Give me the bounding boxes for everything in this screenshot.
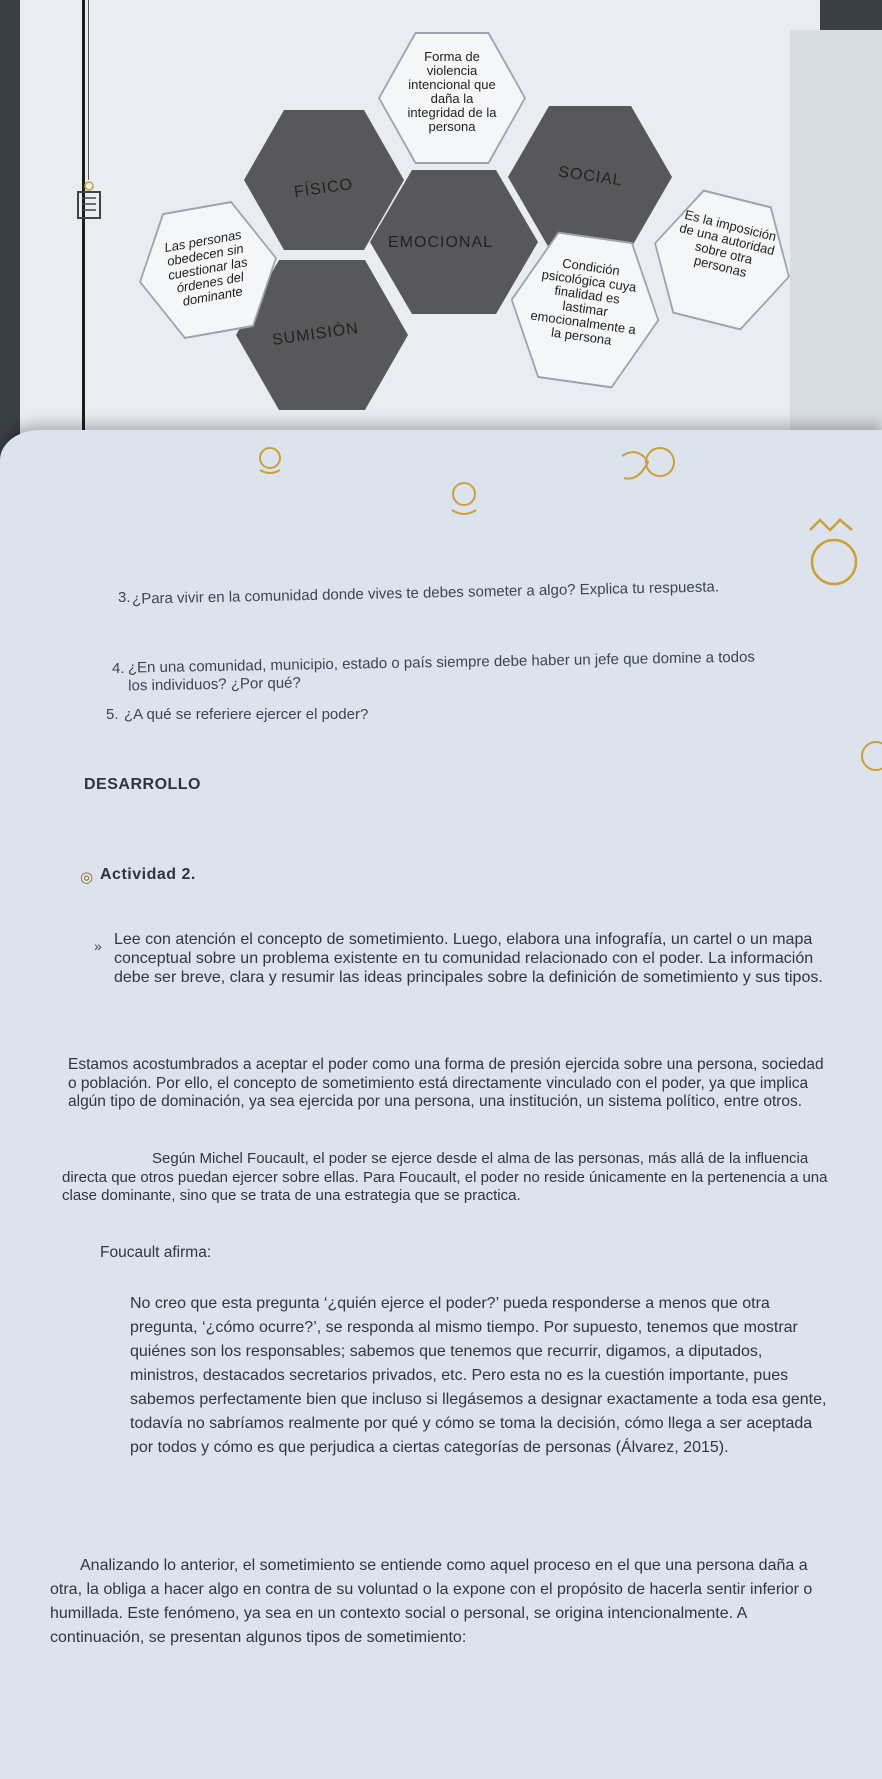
social-def-text: Es la imposición de una autoridad sobre otra personas [678, 206, 778, 281]
bullet-icon: » [94, 938, 102, 954]
question-4-number: 4. [112, 660, 125, 677]
question-3-text: ¿Para vivir en la comunidad donde vives te debes someter a algo? Explica tu respuesta. [131, 578, 720, 608]
question-5-text: ¿A qué se referiere ejercer el poder? [124, 706, 369, 723]
globe-doodle-icon-3 [618, 442, 680, 492]
globe-doodle-icon-4 [800, 516, 866, 596]
paragraph-3: Foucault afirma: [100, 1244, 212, 1261]
hex-emocional-def [500, 226, 669, 393]
globe-doodle-icon [252, 444, 288, 476]
quote: No creo que esta pregunta ‘¿quién ejerce el poder?’ pueda responderse a menos que otra pregunta, ‘¿cómo ocurre?’, se responda al mismo tiempo. Por supuesto, tenemos que mostrar quiénes son los responsables; sabemos que tenemos que recurrir, digamos, a diputados, ministros, destacados secretarios privados, etc. Pero esta no es la cuestión importante, pues sabemos perfectamente bien que incluso si llegásemos a designar exactamente a toda esa gente, todavía no sabríamos realmente por qué y cómo se toma la decisión, cómo llega a ser aceptada por todos y cómo es que perjudica a ciertas categorías de personas (Álvarez, 2015). [130, 1295, 827, 1456]
globe-doodle-icon-5 [856, 724, 882, 780]
social-label: SOCIAL [557, 163, 624, 190]
question-4-text: ¿En una comunidad, municipio, estado o país siempre debe haber un jefe que domine a todos los individuos? ¿Por qué? [127, 648, 756, 695]
section-title: DESARROLLO [84, 776, 201, 793]
notebook-icon [74, 178, 104, 234]
page-edge [790, 30, 882, 470]
activity-icon: ◎ [80, 869, 94, 886]
globe-doodle-icon-2 [444, 478, 484, 518]
emocional-label: EMOCIONAL [388, 234, 494, 251]
closing-paragraph: Analizando lo anterior, el sometimiento se entiende como aquel proceso en el que una persona daña a otra, la obliga a hacer algo en contra de su voluntad o la expone con el propósito de hacerla sentir inferior o humillada. Este fenómeno, ya sea en un contexto social o personal, se origina intencionalmente. A continuación, se presentan algunos tipos de sometimiento: [50, 1557, 813, 1646]
activity-title: Actividad 2. [100, 866, 196, 883]
emocional-def-text: Condición psicológica cuya finalidad es lastimar emocionalmente a la persona [529, 255, 638, 348]
question-3-number: 3. [118, 589, 131, 606]
question-5-number: 5. [106, 706, 119, 723]
margin-line-thin [88, 0, 89, 180]
hex-center-text: Forma de violencia intencional que daña la integridad de la persona [407, 49, 497, 134]
paragraph-2: Según Michel Foucault, el poder se ejerce desde el alma de las personas, más allá de la influencia directa que otros puedan ejercer sobre ellas. Para Foucault, el poder no reside únicamente en la pertenencia a una clase dominante, sino que se trata de una estrategia que se practica. [62, 1150, 828, 1204]
sumision-label: SUMISIÓN [271, 320, 360, 349]
instruction-text: Lee con atención el concepto de sometimiento. Luego, elabora una infografía, un cartel o un mapa conceptual sobre un problema existente en tu comunidad relacionado con el poder. La información debe ser breve, clara y resumir las ideas principales sobre la definición de sometimiento y sus tipos. [114, 931, 823, 986]
fisico-label: FÍSICO [293, 175, 355, 202]
hex-sumision-def [128, 195, 288, 345]
paragraph-1: Estamos acostumbrados a aceptar el poder como una forma de presión ejercida sobre una persona, sociedad o población. Por ello, el concepto de sometimiento está directamente vinculado con el poder, ya que implica algún tipo de dominación, ya sea ejercida por una persona, una institución, un sistema político, entre otros. [68, 1056, 824, 1110]
sumision-def-text: Las personas obedecen sin cuestionar las órdenes del dominante [163, 226, 249, 309]
